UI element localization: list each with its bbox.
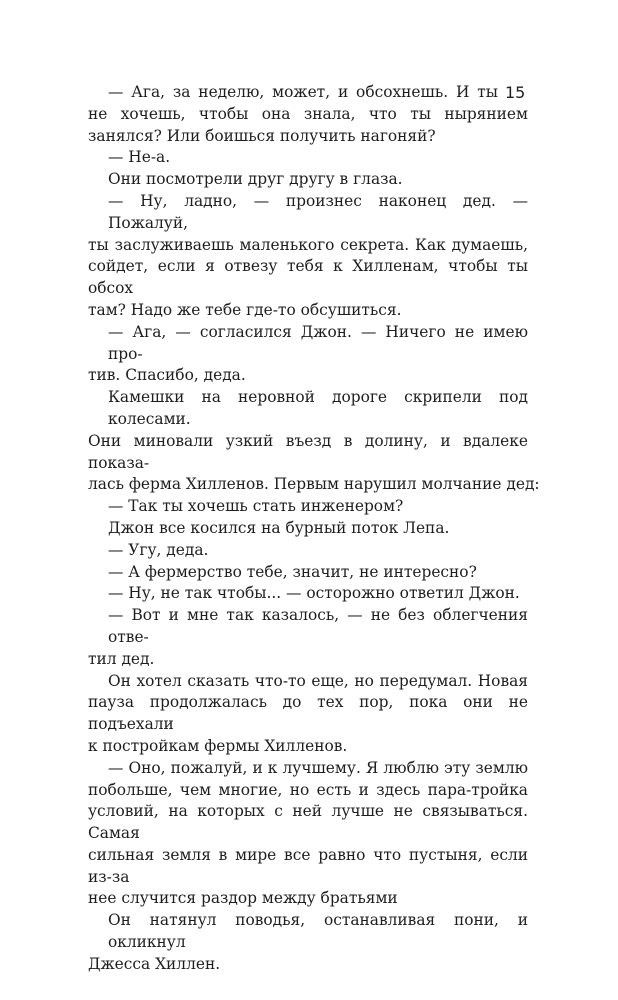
text-line: Джесса Хиллен.: [88, 954, 221, 973]
body-text: [88, 82, 540, 976]
text-line: не хочешь, чтобы она знала, что ты нырянием: [88, 104, 528, 123]
page-number: 15: [505, 83, 526, 102]
paragraph: [88, 562, 528, 584]
text-line: Они миновали узкий въезд в долину, и вдалеке показа-: [88, 431, 528, 472]
text-line: там? Надо же тебе где-то обсушиться.: [88, 300, 402, 319]
text-line: — Оно, пожалуй, и к лучшему. Я люблю эту землю: [108, 758, 528, 777]
text-line: нее случится раздор между братьями: [88, 889, 398, 908]
paragraph: [88, 82, 528, 147]
text-line: пауза продолжалась до тех пор, пока они не подъехали: [88, 693, 528, 734]
text-line: тил дед.: [88, 649, 155, 668]
text-line: сильная земля в мире все равно что пустыня, если из-за: [88, 845, 528, 886]
text-line: Он хотел сказать что-то еще, но передумал. Новая: [108, 671, 528, 690]
text-line: к постройкам фермы Хилленов.: [88, 736, 348, 755]
paragraph: [88, 518, 528, 540]
text-line: Джон все косился на бурный поток Лепа.: [108, 518, 450, 537]
text-line: занялся? Или боишься получить нагоняй?: [88, 126, 436, 145]
text-line: ты заслуживаешь маленького секрета. Как думаешь,: [88, 235, 528, 254]
text-line: — Ну, ладно, — произнес наконец дед. — Пожалуй,: [108, 191, 528, 232]
text-line: тив. Спасибо, деда.: [88, 366, 246, 385]
text-line: — А фермерство тебе, значит, не интересно?: [108, 562, 477, 581]
text-line: — Так ты хочешь стать инженером?: [108, 497, 404, 516]
text-line: — Ага, за неделю, может, и обсохнешь. И ты: [108, 83, 498, 101]
text-line: — Угу, деда.: [108, 540, 209, 559]
text-line: — Ну, не так чтобы... — осторожно ответил Джон.: [108, 584, 520, 603]
text-line: побольше, чем многие, но есть и здесь пара-тройка: [88, 780, 528, 799]
text-line: сойдет, если я отвезу тебя к Хилленам, чтобы ты обсох: [88, 257, 528, 298]
paragraph: [88, 540, 528, 562]
paragraph: [88, 583, 528, 605]
paragraph: [88, 169, 528, 191]
text-line: условий, на которых с ней лучше не связываться. Самая: [88, 802, 528, 843]
paragraph: [88, 191, 528, 322]
paragraph: [88, 671, 528, 758]
text-line: Он натянул поводья, останавливая пони, и окликнул: [108, 911, 528, 952]
text-line: Они посмотрели друг другу в глаза.: [108, 170, 403, 189]
paragraph: [88, 322, 528, 387]
text-line: — Вот и мне так казалось, — не без облегчения отве-: [108, 606, 528, 646]
text-line: — Ага, — согласился Джон. — Ничего не имею про-: [108, 322, 528, 363]
paragraph: [88, 147, 528, 169]
paragraph: [88, 496, 528, 518]
text-line: — Не-а.: [108, 148, 171, 167]
text-line: лась ферма Хилленов. Первым нарушил молчание дед:: [88, 475, 540, 494]
paragraph: [88, 758, 528, 911]
paragraph: [88, 605, 528, 670]
paragraph: [88, 387, 540, 496]
text-line: Камешки на неровной дороге скрипели под колесами.: [108, 388, 528, 428]
paragraph: [88, 910, 528, 975]
